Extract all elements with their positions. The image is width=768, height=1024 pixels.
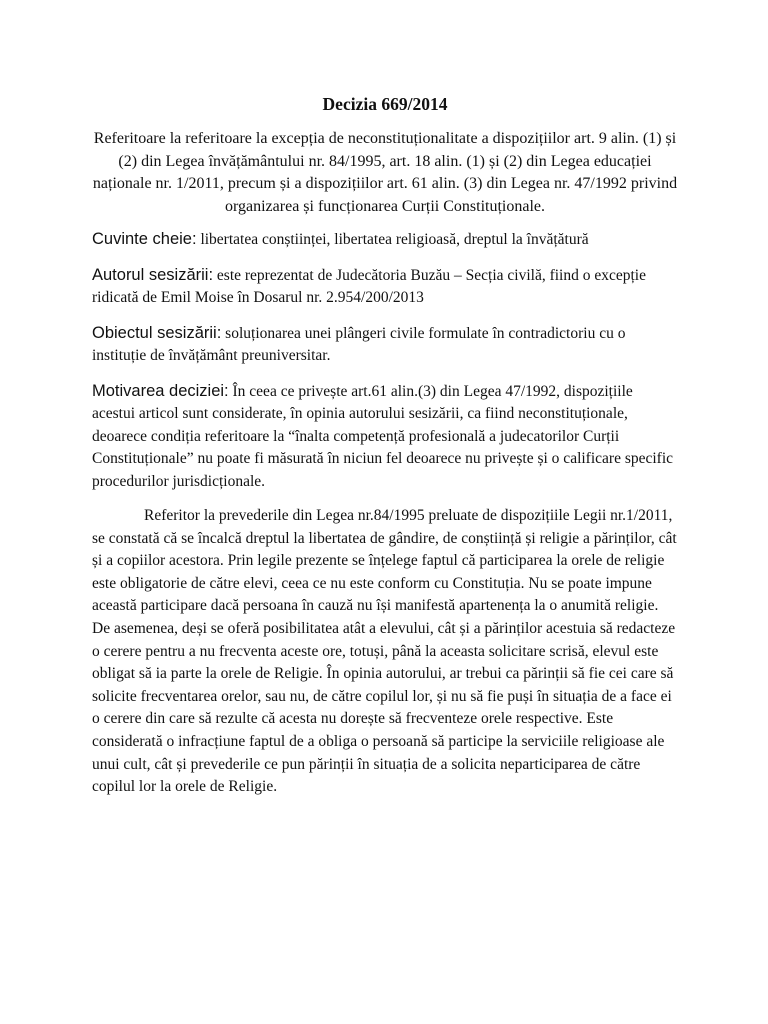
section-text: libertatea conștiinței, libertatea religioasă, dreptul la învățătură xyxy=(200,231,589,248)
section-label: Motivarea deciziei: xyxy=(92,381,229,400)
body-paragraph: Referitor la prevederile din Legea nr.84/1995 preluate de dispozițiile Legii nr.1/2011, se constată că se încalcă dreptul la libertatea de gândire, de conștiință și religie a părinților, cât și a copiilor acestora. Prin legile prezente se înțelege faptul că participarea la orele de religie este obligatorie de către elevi, ceea ce nu este conform cu Constituția. Nu se poate impune această participare dacă persoana în cauză nu își manifestă apartenența la o anumită religie. De asemenea, deși se oferă posibilitatea atât a elevului, cât și a părinților acestuia să redacteze o cerere pentru a nu frecventa aceste ore, totuși, până la aceasta solicitare scrisă, elevul este obligat să ia parte la orele de Religie. În opinia autorului, ar trebui ca părinții să fie cei care să solicite frecventarea orelor, sau nu, de către copilul lor, și nu să fie puși în situația de a face ei o cerere din care să rezulte că acesta nu dorește să frecventeze orele respective. Este considerată o infracțiune faptul de a obliga o persoană să participe la serviciile religioase ale unui cult, cât și prevederile ce pun părinții în situația de a solicita neparticiparea de către copilul lor la orele de Religie. xyxy=(92,507,677,796)
document-intro: Referitoare la referitoare la excepția de neconstituționalitate a dispozițiilor art. 9 alin. (1) și (2) din Legea învățământului nr. 84/1995, art. 18 alin. (1) și (2) din Legea educației naționale nr. 1/2011, precum și a dispozițiilor art. 61 alin. (3) din Legea nr. 47/1992 privind organizarea și funcționarea Curții Constituționale. xyxy=(92,130,678,215)
section-text: În ceea ce privește art.61 alin.(3) din Legea 47/1992, dispozițiile acestui articol sunt considerate, în opinia autorului sesizării, ca fiind neconstituționale, deoarece condiția referitoare la “înalta competență profesională a judecatorilor Curții Constituționale” nu poate fi măsurată în niciun fel deoarece nu privește și o calificare specific procedurilor jurisdicționale. xyxy=(92,382,674,490)
section-text: soluționarea unei plângeri civile formulate în contradictoriu cu o instituție de învățământ preuniversitar. xyxy=(92,324,626,364)
section-object xyxy=(92,322,678,368)
section-label: Obiectul sesizării: xyxy=(92,323,222,342)
document-title: Decizia 669/2014 xyxy=(322,94,448,114)
section-author xyxy=(92,264,678,310)
section-label: Cuvinte cheie: xyxy=(92,230,197,248)
section-label: Autorul sesizării: xyxy=(92,265,214,284)
section-keywords xyxy=(92,228,678,252)
section-text: este reprezentat de Judecătoria Buzău – Secția civilă, fiind o excepție ridicată de Emil Moise în Dosarul nr. 2.954/200/2013 xyxy=(92,266,646,306)
section-motivation xyxy=(92,380,678,494)
